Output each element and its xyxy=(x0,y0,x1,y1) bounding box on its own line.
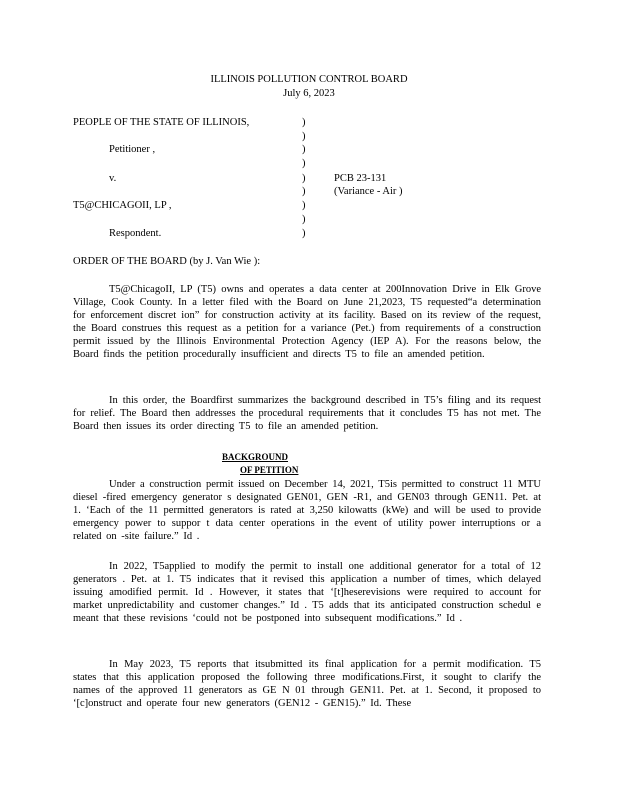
paragraph-intro: T5@ChicagoII, LP (T5) owns and operates a data center at 200Innovation Drive in Elk Grove Village, Cook County. In a letter filed with the Board on June 21,2023, T5 requested“a determination for enforcement discret ion” for construction activity at its facility. Based on its review of the request, the Board construes this request as a petition for a variance (Pet.) from requirements of a construction permit issued by the Illinois Environmental Protection Agency (IEP A). For the reasons below, the Board finds the petition procedurally insufficient and directs T5 to file an amended petition. xyxy=(73,284,541,360)
caption-bracket: ) xyxy=(302,144,306,155)
caption-bracket: ) xyxy=(302,214,306,225)
section-heading-background xyxy=(222,451,366,477)
agency-title: ILLINOIS POLLUTION CONTROL BOARD xyxy=(210,74,408,85)
caption-role-petitioner: Petitioner , xyxy=(109,144,156,155)
section-heading-right: OF PETITION xyxy=(240,465,299,475)
paragraph-summary: In this order, the Boardfirst summarizes the background described in T5’s filing and its request for relief. The Board then addresses the procedural requirements that it concludes T5 has not met. The Board then issues its order directing T5 to file an amended petition. xyxy=(73,395,541,432)
paragraph-2022: In 2022, T5applied to modify the permit to install one additional generator for a total of 12 generators . Pet. at 1. T5 indicates that it revised this application a number of times, which delayed issuing amodified permit. Id . However, it states that ‘[t]heserevisions were required to account for market unpredictability and customer changes.” Id . T5 adds that its anticipated construction schedul e meant that these revisions ‘could not be postponed into subsequent modifications.” Id . xyxy=(73,561,541,624)
caption-bracket: ) xyxy=(302,131,306,142)
case-number: PCB 23-131 xyxy=(334,173,387,184)
caption-role-respondent: Respondent. xyxy=(109,228,162,239)
caption-bracket: ) xyxy=(302,158,306,169)
caption-bracket: ) xyxy=(302,186,306,197)
case-type: (Variance - Air ) xyxy=(334,186,403,197)
caption-bracket: ) xyxy=(302,200,306,211)
order-date: July 6, 2023 xyxy=(283,88,335,99)
paragraph-may-2023: In May 2023, T5 reports that itsubmitted its final application for a permit modification. T5 states that this application proposed the following three modifications.First, it sought to clarify the names of the approved 11 generators as GE N 01 through GEN11. Pet. at 1. Second, it proposed to ‘[c]onstruct and operate four new generators (GEN12 - GEN15).” Id. These xyxy=(73,659,541,709)
caption-versus: v. xyxy=(109,173,117,184)
caption-bracket: ) xyxy=(302,228,306,239)
caption-party-respondent: T5@CHICAGOII, LP , xyxy=(73,200,172,211)
caption-party-people: PEOPLE OF THE STATE OF ILLINOIS, xyxy=(73,117,250,128)
caption-bracket: ) xyxy=(302,173,306,184)
paragraph-permit: Under a construction permit issued on December 14, 2021, T5is permitted to construct 11 MTU diesel -fired emergency generator s designated GEN01, GEN -R1, and GEN03 through GEN11. Pet. at 1. ‘Each of the 11 permitted generators is rated at 3,250 kilowatts (kWe) and will be used to provide emergency power to suppor t data center operations in the event of utility power interruptions or a related on -site failure.” Id . xyxy=(73,479,541,542)
section-heading-left: BACKGROUND xyxy=(222,452,289,462)
order-heading: ORDER OF THE BOARD (by J. Van Wie ): xyxy=(73,256,261,267)
caption-bracket: ) xyxy=(302,117,306,128)
